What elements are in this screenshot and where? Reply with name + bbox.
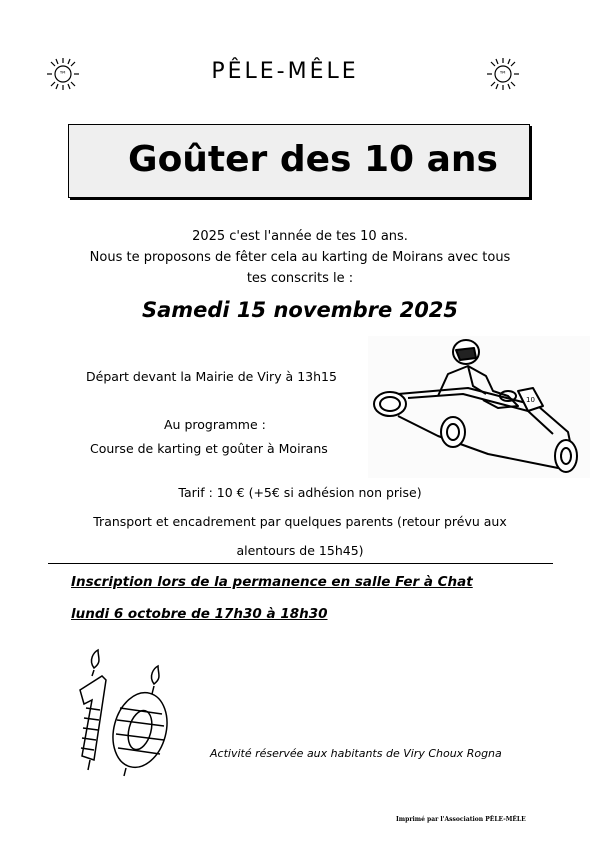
event-date: Samedi 15 novembre 2025 — [141, 298, 459, 322]
emblem-left-icon — [46, 57, 80, 95]
intro-line-1: 2025 c'est l'année de tes 10 ans. — [192, 229, 408, 244]
emblem-right-icon — [486, 57, 520, 95]
departure-text: Départ devant la Mairie de Viry à 13h15 — [86, 369, 337, 384]
svg-text:™: ™ — [59, 70, 67, 79]
program-label: Au programme : — [164, 417, 266, 432]
reserved-note: Activité réservée aux habitants de Viry Choux Rogna — [210, 747, 502, 760]
transport-text-line-2: alentours de 15h45) — [236, 543, 364, 558]
go-kart-illustration — [368, 336, 590, 478]
transport-text-line-1: Transport et encadrement par quelques parents (retour prévu aux — [93, 514, 507, 529]
intro-text — [60, 226, 540, 289]
registration-line-1: Inscription lors de la permanence en salle Fer à Chat — [71, 574, 473, 590]
birthday-candles-illustration — [72, 648, 187, 783]
intro-line-2: Nous te proposons de fêter cela au karting de Moirans avec tous — [89, 250, 511, 265]
svg-text:™: ™ — [499, 70, 507, 79]
price-text: Tarif : 10 € (+5€ si adhésion non prise) — [178, 485, 422, 500]
printed-by-note: Imprimé par l'Association PÊLE-MÊLE — [396, 816, 526, 823]
program-text: Course de karting et goûter à Moirans — [90, 441, 328, 456]
intro-line-3: tes conscrits le : — [246, 271, 354, 286]
association-logo-text: PÊLE-MÊLE — [211, 59, 359, 84]
page-title: Goûter des 10 ans — [128, 139, 498, 180]
separator-line — [48, 563, 553, 564]
registration-line-2: lundi 6 octobre de 17h30 à 18h30 — [71, 606, 328, 622]
svg-text:10: 10 — [526, 396, 535, 404]
